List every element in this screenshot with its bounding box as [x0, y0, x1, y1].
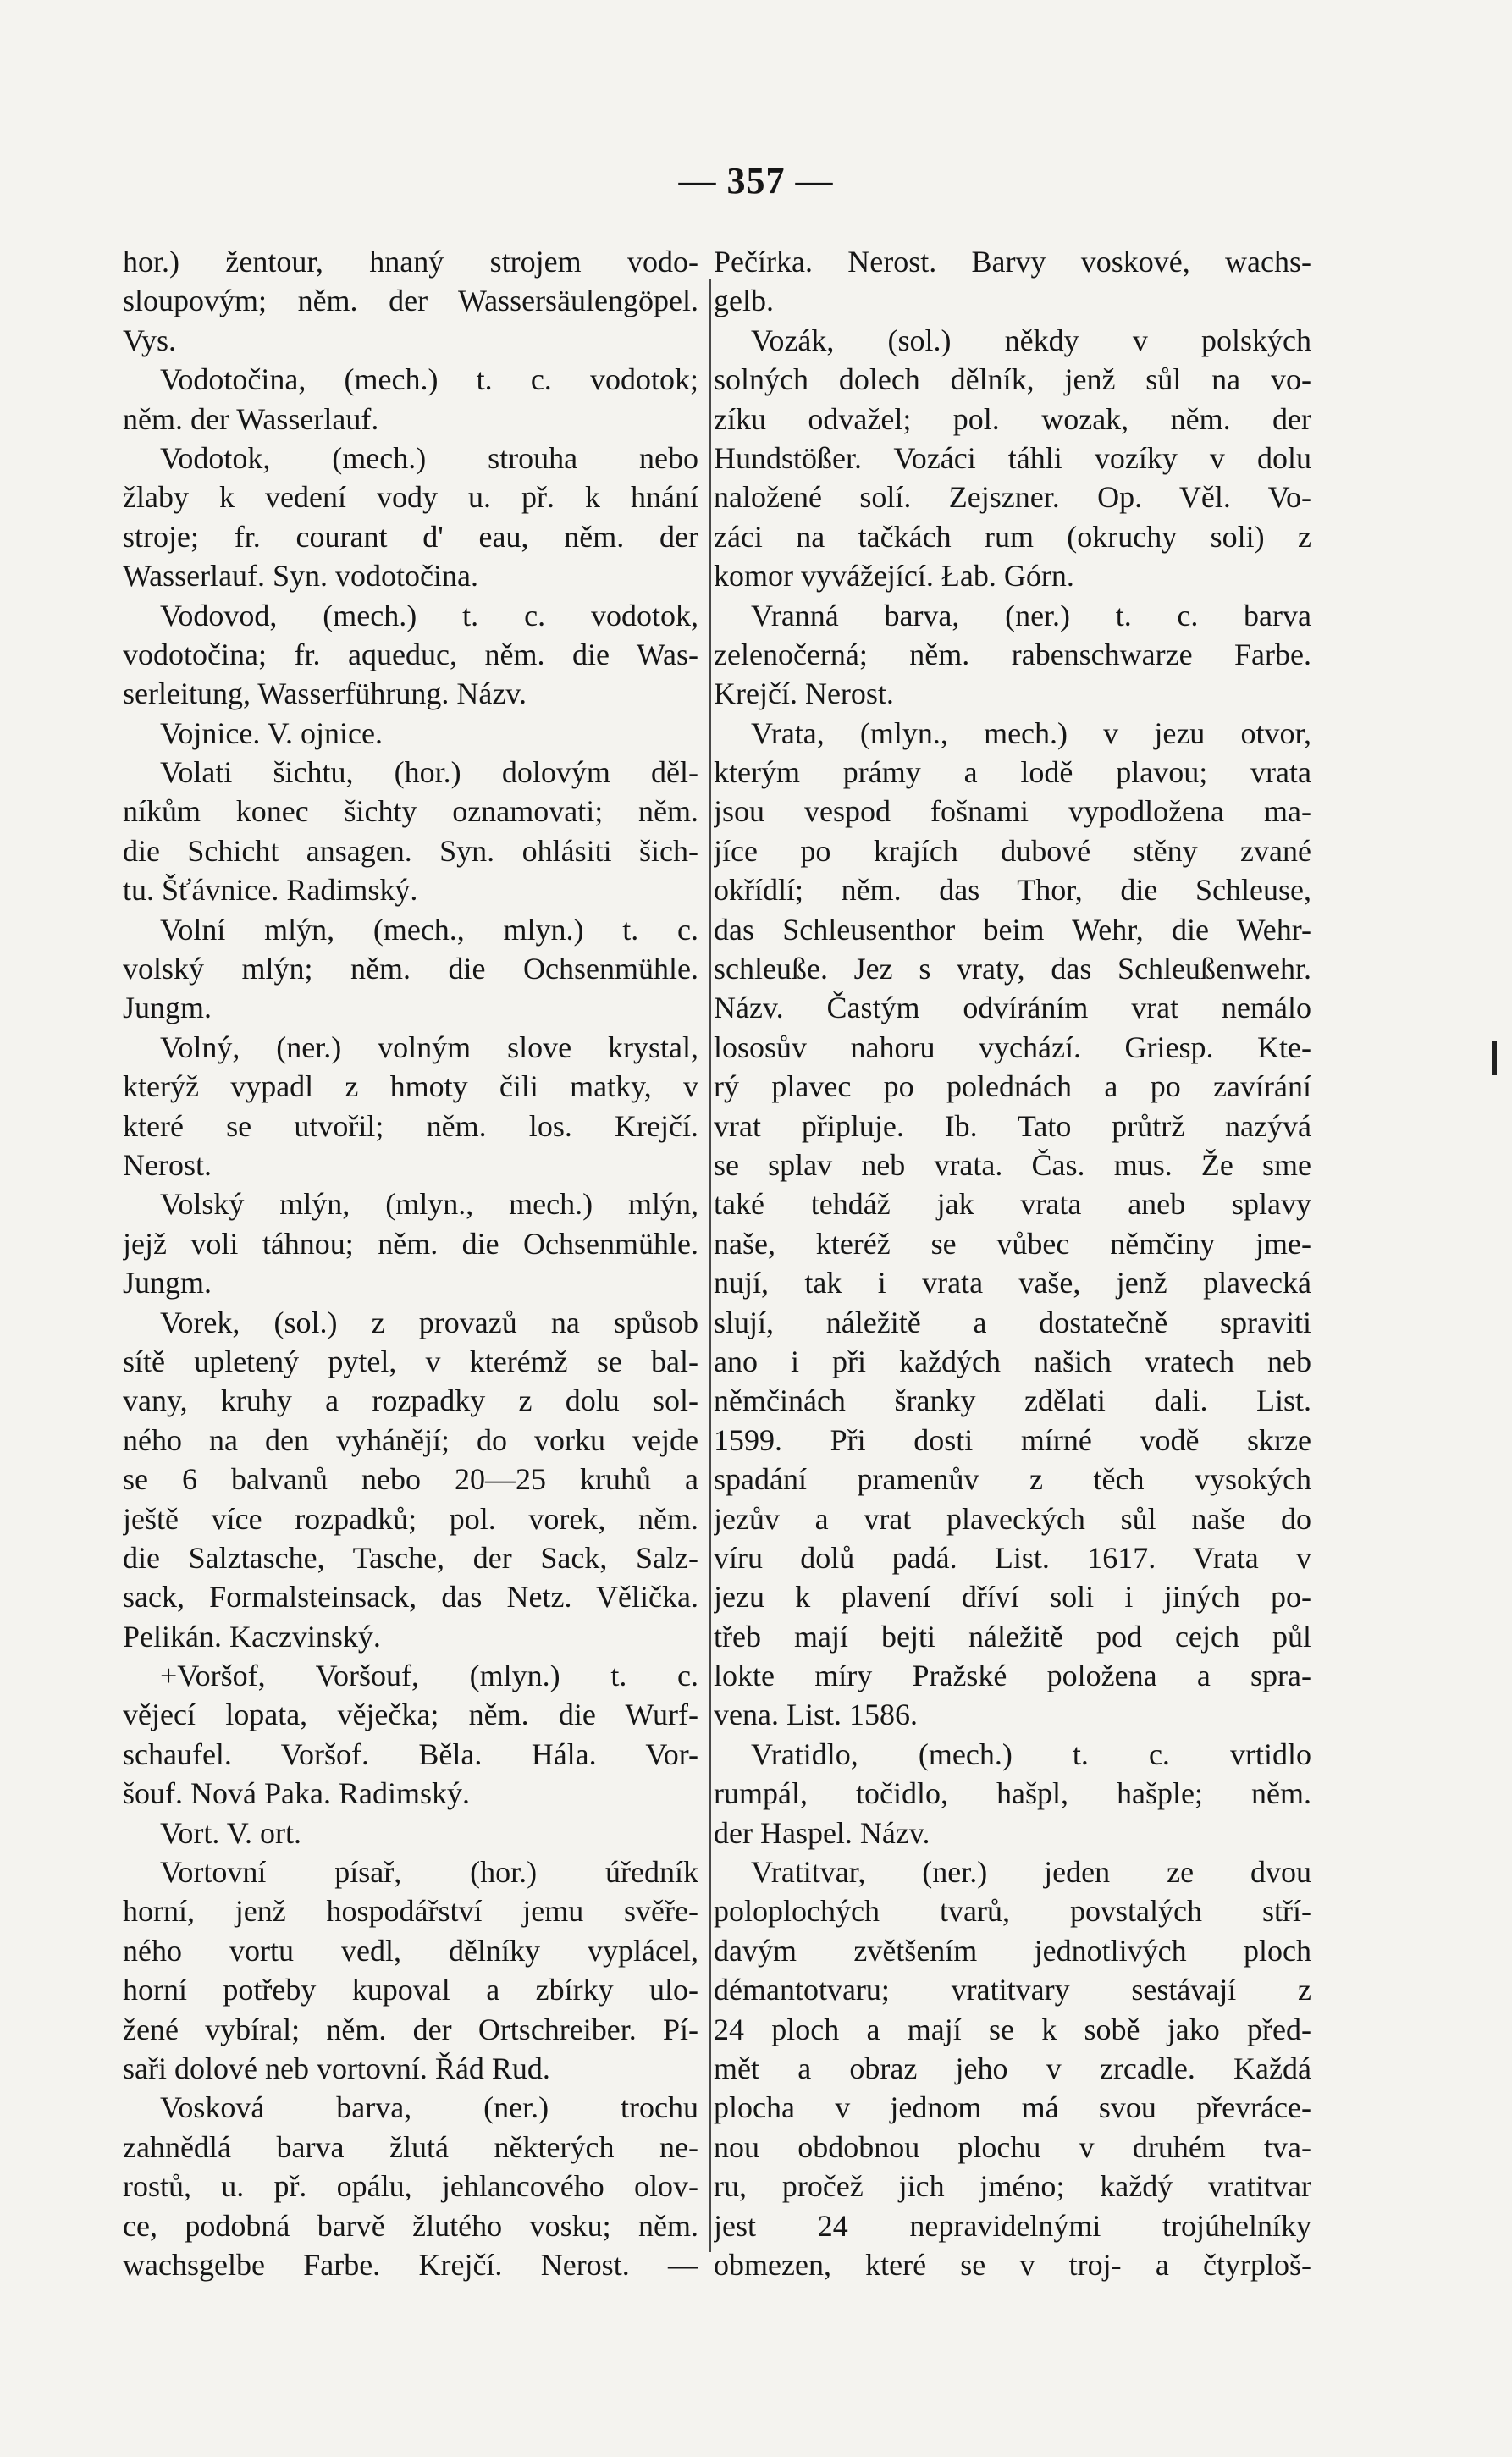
text-line: šouf. Nová Paka. Radimský.: [123, 1776, 470, 1811]
text-line: schleuße. Jez s vraty, das Schleußenwehr.: [714, 952, 1311, 986]
text-line: Pečírka. Nerost. Barvy voskové, wachs-: [714, 245, 1311, 279]
text-line: okřídlí; něm. das Thor, die Schleuse,: [714, 873, 1311, 908]
text-line: saři dolové neb vortovní. Řád Rud.: [123, 2051, 550, 2085]
text-line: Vojnice. V. ojnice.: [160, 715, 383, 750]
text-line: kterým prámy a lodě plavou; vrata: [714, 755, 1311, 790]
text-line: třeb mají bejti náležitě pod cejch půl: [714, 1619, 1311, 1654]
text-line: němčinách šranky zdělati dali. List.: [714, 1383, 1311, 1418]
text-line: hor.) žentour, hnaný strojem vodo-: [123, 245, 698, 279]
text-line: vějecí lopata, věječka; něm. die Wurf-: [123, 1698, 698, 1732]
text-line: die Salztasche, Tasche, der Sack, Salz-: [123, 1540, 698, 1575]
text-line: jezu k plavení dříví soli i jiných po-: [714, 1580, 1311, 1615]
text-line: sack, Formalsteinsack, das Netz. Vělička.: [123, 1580, 698, 1615]
text-line: spadání pramenův z těch vysokých: [714, 1462, 1311, 1497]
page-edge-mark: [1492, 1041, 1497, 1075]
text-line: něm. der Wasserlauf.: [123, 401, 379, 436]
text-line: jíce po krajích dubové stěny zvané: [714, 833, 1311, 868]
text-line: Volati šichtu, (hor.) dolovým děl-: [160, 755, 698, 790]
text-line: vodotočina; fr. aqueduc, něm. die Was-: [123, 637, 698, 671]
text-line: ano i při každých našich vratech neb: [714, 1344, 1311, 1378]
text-line: lokte míry Pražské položena a spra-: [714, 1659, 1311, 1693]
text-line: solných dolech dělník, jenž sůl na vo-: [714, 362, 1311, 397]
text-line: plocha v jednom má svou převrácе-: [714, 2090, 1311, 2125]
text-line: zahnědlá barva žlutá některých ne-: [123, 2129, 698, 2164]
text-line: vena. List. 1586.: [714, 1698, 918, 1732]
text-line: žlaby k vedení vody u. př. k hnání: [123, 480, 698, 515]
text-line: Vratitvar, (ner.) jeden ze dvou: [751, 1855, 1311, 1890]
text-line: nují, tak i vrata vaše, jenž plavecká: [714, 1266, 1311, 1300]
text-line: Volní mlýn, (mech., mlyn.) t. c.: [160, 912, 698, 947]
text-line: Vodovod, (mech.) t. c. vodotok,: [160, 598, 698, 632]
text-line: Vosková barva, (ner.) trochu: [160, 2090, 698, 2125]
text-line: Vodotok, (mech.) strouha nebo: [160, 440, 698, 475]
text-line: jejž voli táhnou; něm. die Ochsenmühle.: [123, 1226, 698, 1261]
text-line: ného vortu vedl, dělníky vyplácel,: [123, 1933, 698, 1968]
text-line: der Haspel. Názv.: [714, 1815, 930, 1850]
text-line: které se utvořil; něm. los. Krejčí.: [123, 1108, 698, 1143]
text-line: Vorek, (sol.) z provazů na spůsob: [160, 1305, 698, 1339]
text-line: Krejčí. Nerost.: [714, 676, 894, 711]
text-line: Vranná barva, (ner.) t. c. barva: [751, 598, 1311, 632]
text-line: Názv. Častým odvíráním vrat nemálo: [714, 991, 1311, 1025]
left-column: [123, 242, 698, 2284]
text-line: obmezen, které se v troj- a čtyrploš-: [714, 2247, 1311, 2282]
text-line: Vys.: [123, 323, 177, 357]
text-line: gelb.: [714, 284, 774, 318]
text-line: Vodotočina, (mech.) t. c. vodotok;: [160, 362, 698, 397]
text-line: Jungm.: [123, 991, 212, 1025]
text-line: ce, podobná barvě žlutého vosku; něm.: [123, 2208, 698, 2243]
text-line: Vort. V. ort.: [160, 1815, 302, 1850]
text-line: ještě více rozpadků; pol. vorek, něm.: [123, 1501, 698, 1536]
text-line: vrat připluje. Ib. Tato průtrž nazývá: [714, 1108, 1311, 1143]
text-line: žené vybíral; něm. der Ortschreiber. Pí-: [123, 2012, 698, 2046]
text-line: Vratidlo, (mech.) t. c. vrtidlo: [751, 1736, 1311, 1771]
text-line: rý plavec po polednách a po zavírání: [714, 1069, 1311, 1104]
text-line: ru, pročež jich jméno; každý vratitvar: [714, 2169, 1311, 2204]
text-line: zelenočerná; něm. rabenschwarze Farbe.: [714, 637, 1311, 671]
text-line: stroje; fr. courant d' eau, něm. der: [123, 519, 698, 554]
text-line: Pelikán. Kaczvinský.: [123, 1619, 381, 1654]
text-line: rostů, u. př. opálu, jehlancového olov-: [123, 2169, 698, 2204]
text-line: Jungm.: [123, 1266, 212, 1300]
text-line: serleitung, Wasserführung. Názv.: [123, 676, 527, 711]
text-line: horní, jenž hospodářství jemu svěře-: [123, 1894, 698, 1929]
text-line: níkům konec šichty oznamovati; něm.: [123, 794, 698, 829]
text-line: sítě upletený pytel, v kterémž se bal-: [123, 1344, 698, 1378]
text-line: poloplochých tvarů, povstalých stří-: [714, 1894, 1311, 1929]
text-line: démantotvaru; vratitvary sestávají z: [714, 1973, 1311, 2007]
text-line: záci na tačkách rum (okruchy soli) z: [714, 519, 1311, 554]
text-line: Volný, (ner.) volným slove krystal,: [160, 1030, 698, 1064]
text-line: ného na den vyhánějí; do vorku vejde: [123, 1422, 698, 1457]
text-line: Volský mlýn, (mlyn., mech.) mlýn,: [160, 1187, 698, 1222]
text-line: lososův nahoru vychází. Griesp. Kte-: [714, 1030, 1311, 1064]
text-line: také tehdáž jak vrata aneb splavy: [714, 1187, 1311, 1222]
text-line: jezův a vrat plaveckých sůl naše do: [714, 1501, 1311, 1536]
text-line: Vozák, (sol.) někdy v polských: [751, 323, 1311, 357]
text-line: jsou vespod fošnami vypodložena ma-: [714, 794, 1311, 829]
text-line: zíku odvažel; pol. wozak, něm. der: [714, 401, 1311, 436]
text-line: slují, náležitě a dostatečně spraviti: [714, 1305, 1311, 1339]
text-line: se 6 balvanů nebo 20—25 kruhů a: [123, 1462, 698, 1497]
text-line: komor vyvážející. Łab. Górn.: [714, 559, 1074, 594]
text-line: 24 ploch a mají se k sobě jako před-: [714, 2012, 1311, 2046]
text-line: naše, kteréž se vůbec němčiny jme-: [714, 1226, 1311, 1261]
text-line: se splav neb vrata. Čas. mus. Že sme: [714, 1147, 1311, 1182]
text-line: tu. Šťávnice. Radimský.: [123, 873, 418, 908]
text-line: jest 24 nepravidelnými trojúhelníky: [714, 2208, 1311, 2243]
text-line: vany, kruhy a rozpadky z dolu sol-: [123, 1383, 698, 1418]
right-column: [714, 242, 1311, 2284]
column-divider: [709, 279, 711, 2252]
text-line: horní potřeby kupoval a zbírky ulo-: [123, 1973, 698, 2007]
text-line: kterýž vypadl z hmoty čili matky, v: [123, 1069, 698, 1104]
text-line: nou obdobnou plochu v druhém tva-: [714, 2129, 1311, 2164]
text-line: Vortovní písař, (hor.) úředník: [160, 1855, 698, 1890]
text-line: Vrata, (mlyn., mech.) v jezu otvor,: [751, 715, 1311, 750]
text-line: Hundstößer. Vozáci táhli vozíky v dolu: [714, 440, 1311, 475]
text-line: 1599. Při dosti mírné vodě skrze: [714, 1422, 1311, 1457]
text-line: davým zvětšením jednotlivých ploch: [714, 1933, 1311, 1968]
text-line: die Schicht ansagen. Syn. ohlásiti šich-: [123, 833, 698, 868]
text-line: Wasserlauf. Syn. vodotočina.: [123, 559, 479, 594]
text-line: mět a obraz jeho v zrcadle. Každá: [714, 2051, 1311, 2085]
text-line: Nerost.: [123, 1147, 212, 1182]
text-line: wachsgelbe Farbe. Krejčí. Nerost. —: [123, 2247, 698, 2282]
text-line: schaufel. Voršof. Běla. Hála. Vor-: [123, 1736, 698, 1771]
text-line: +Voršof, Voršouf, (mlyn.) t. c.: [160, 1659, 698, 1693]
text-line: das Schleusenthor beim Wehr, die Wehr-: [714, 912, 1311, 947]
page-number: — 357 —: [678, 160, 834, 202]
text-line: naložené solí. Zejszner. Op. Věl. Vo-: [714, 480, 1311, 515]
text-line: rumpál, točidlo, hašpl, hašple; něm.: [714, 1776, 1311, 1811]
text-line: volský mlýn; něm. die Ochsenmühle.: [123, 952, 698, 986]
text-line: sloupovým; něm. der Wassersäulengöpel.: [123, 284, 698, 318]
text-line: víru dolů padá. List. 1617. Vrata v: [714, 1540, 1311, 1575]
